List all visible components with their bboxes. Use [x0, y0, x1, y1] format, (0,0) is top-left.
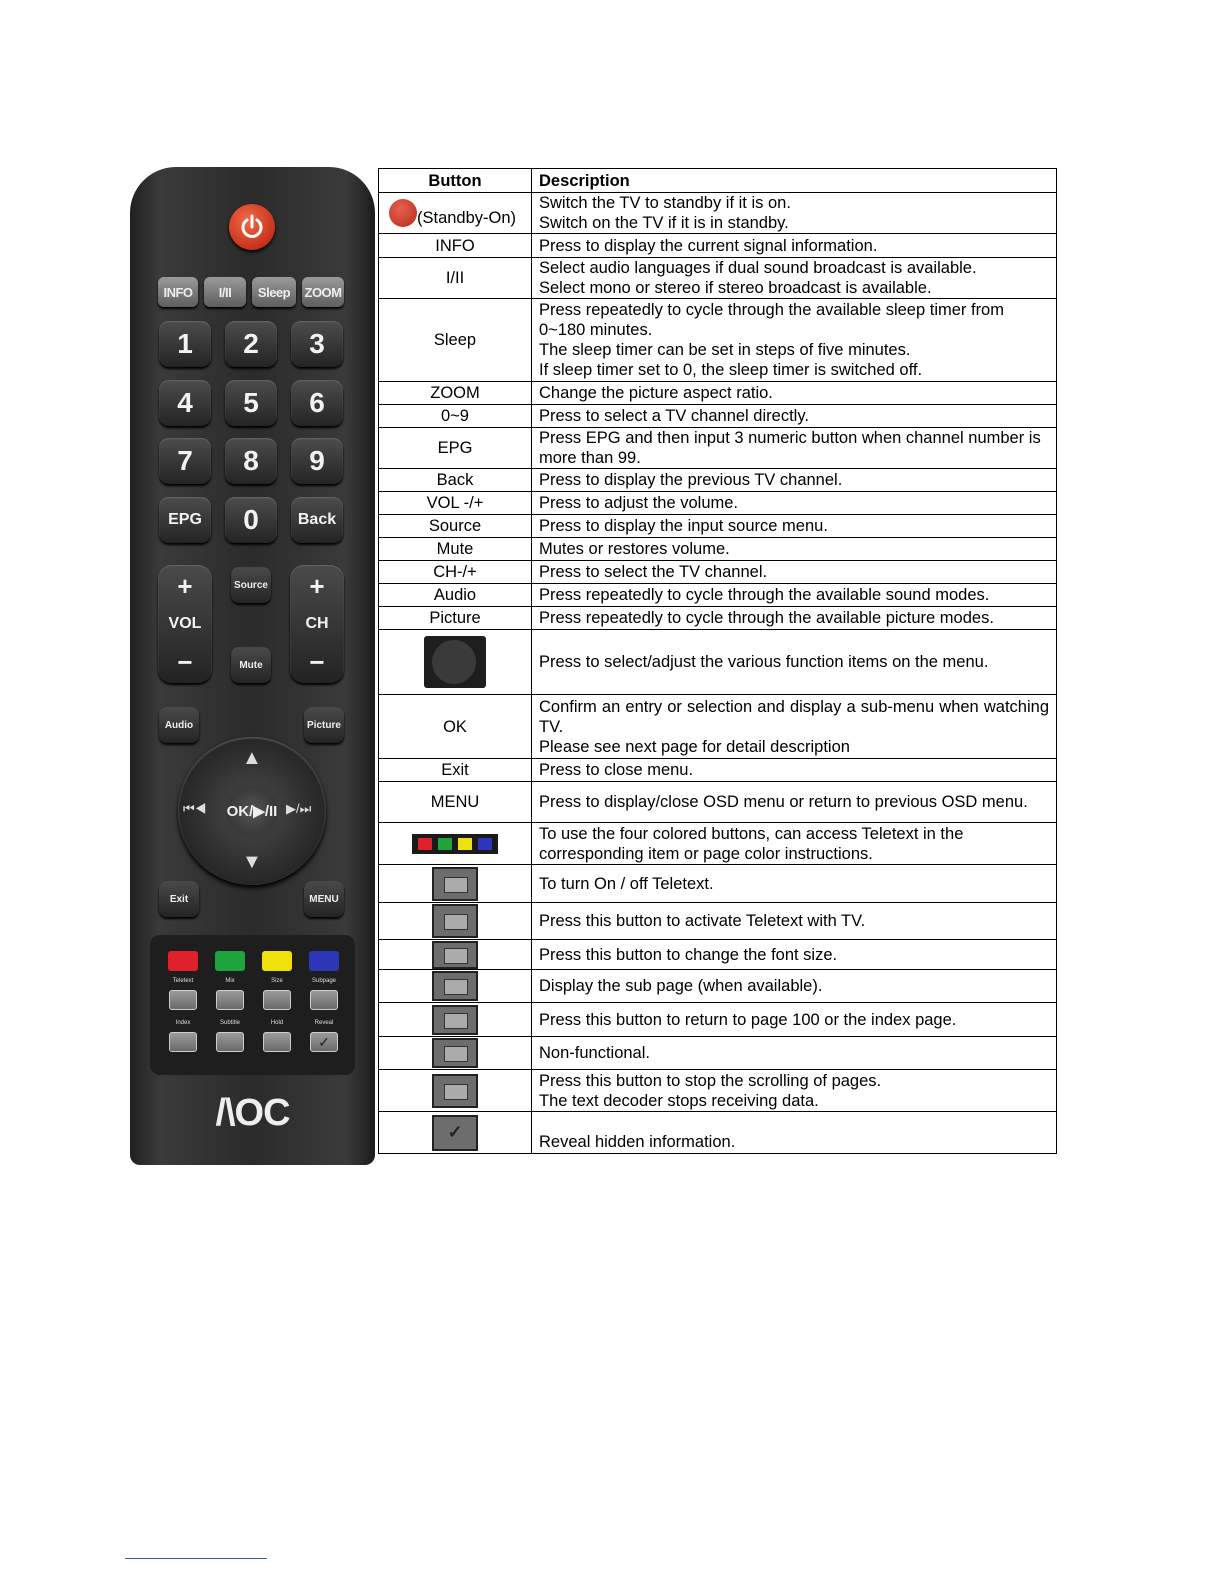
previous-icon: ⏮◀ [183, 801, 207, 816]
volume-label: VOL [168, 615, 202, 632]
table-row [379, 538, 1057, 561]
description-cell: Press to display the input source menu. [532, 515, 1057, 538]
info-key: INFO [158, 277, 198, 307]
hold-button [263, 1032, 291, 1052]
mute-key: Mute [231, 647, 271, 683]
description-cell: Press this button to change the font size. [532, 940, 1057, 970]
green-button [215, 951, 245, 971]
size-icon [432, 941, 478, 969]
table-row [379, 903, 1057, 940]
reveal-icon: ✓ [432, 1115, 478, 1151]
description-cell: Press to display the current signal information. [532, 234, 1057, 258]
table-row [379, 469, 1057, 492]
remote-control-image [130, 167, 375, 1165]
button-cell: INFO [379, 234, 532, 258]
blue-swatch [478, 838, 492, 850]
description-cell [532, 258, 1057, 299]
number-key-5: 5 [225, 380, 277, 426]
picture-key: Picture [304, 707, 344, 743]
button-cell [379, 630, 532, 695]
table-row [379, 1003, 1057, 1037]
button-cell: I/II [379, 258, 532, 299]
button-cell: 0~9 [379, 405, 532, 428]
table-row [379, 1037, 1057, 1070]
table-row [379, 607, 1057, 630]
table-row [379, 695, 1057, 759]
button-cell [379, 903, 532, 940]
yellow-swatch [458, 838, 472, 850]
button-name: (Standby-On) [417, 208, 517, 227]
mix-label: Mix [225, 978, 235, 984]
description-cell: Press to display/close OSD menu or return to previous OSD menu. [532, 782, 1057, 823]
teletext-panel [150, 935, 355, 1075]
description-cell: To turn On / off Teletext. [532, 865, 1057, 903]
table-row [379, 630, 1057, 695]
table-row [379, 759, 1057, 782]
table-row [379, 823, 1057, 865]
sleep-key: Sleep [252, 277, 296, 307]
description-cell [532, 1070, 1057, 1112]
subtitle-button [216, 1032, 244, 1052]
volume-up-label: + [177, 571, 193, 601]
description-cell [532, 193, 1057, 234]
standby-icon [389, 199, 417, 227]
table-row [379, 865, 1057, 903]
description-line: Confirm an entry or selection and display a sub-menu when watching TV. [539, 697, 1049, 736]
table-row [379, 561, 1057, 584]
description-cell: Reveal hidden information. [532, 1112, 1057, 1154]
blue-button [309, 951, 339, 971]
button-cell [379, 193, 532, 234]
channel-down-label: − [309, 647, 325, 677]
button-cell [379, 1112, 532, 1154]
channel-label: CH [305, 615, 329, 632]
power-icon [237, 212, 267, 242]
red-button [168, 951, 198, 971]
volume-down-label: − [177, 647, 193, 677]
green-swatch [438, 838, 452, 850]
mix-icon [432, 904, 478, 938]
button-cell [379, 970, 532, 1003]
hold-label: Hold [270, 1020, 284, 1026]
button-cell: CH-/+ [379, 561, 532, 584]
button-cell: Audio [379, 584, 532, 607]
description-line: Press repeatedly to cycle through the available sleep timer from 0~180 minutes. [539, 301, 1004, 339]
description-cell: Press to select/adjust the various function items on the menu. [532, 630, 1057, 695]
button-cell [379, 865, 532, 903]
number-key-8: 8 [225, 438, 277, 484]
size-label: Size [271, 978, 283, 984]
index-label: Index [175, 1020, 191, 1026]
hold-icon [432, 1074, 478, 1108]
exit-key: Exit [159, 881, 199, 917]
channel-rocker [290, 565, 344, 683]
button-cell: Mute [379, 538, 532, 561]
description-line: Switch the TV to standby if it is on. [539, 194, 791, 212]
description-cell: Press to adjust the volume. [532, 492, 1057, 515]
red-swatch [418, 838, 432, 850]
zoom-key: ZOOM [302, 277, 344, 307]
description-cell: Press to select the TV channel. [532, 561, 1057, 584]
button-cell: Exit [379, 759, 532, 782]
index-button [169, 1032, 197, 1052]
description-cell: Non-functional. [532, 1037, 1057, 1070]
table-row [379, 492, 1057, 515]
menu-key: MENU [304, 881, 344, 917]
epg-key: EPG [159, 497, 211, 543]
button-cell: EPG [379, 428, 532, 469]
channel-up-label: + [309, 571, 325, 601]
table-row [379, 428, 1057, 469]
table-row [379, 970, 1057, 1003]
button-cell [379, 1003, 532, 1037]
table-row [379, 584, 1057, 607]
table-row [379, 940, 1057, 970]
table-row [379, 1070, 1057, 1112]
description-line: The sleep timer can be set in steps of five minutes. [539, 341, 911, 359]
subtitle-label: Subtitle [219, 1020, 240, 1026]
number-key-4: 4 [159, 380, 211, 426]
table-header-row [379, 169, 1057, 193]
description-cell [532, 695, 1057, 759]
description-line: Please see next page for detail description [539, 737, 850, 756]
description-cell: Display the sub page (when available). [532, 970, 1057, 1003]
source-key: Source [231, 567, 271, 603]
reveal-label: Reveal [314, 1020, 334, 1026]
button-cell: VOL -/+ [379, 492, 532, 515]
subpage-label: Subpage [311, 978, 337, 984]
table-row [379, 405, 1057, 428]
reveal-button: ✓ [310, 1032, 338, 1052]
size-button [263, 990, 291, 1010]
table-row [379, 1112, 1057, 1154]
table-row [379, 382, 1057, 405]
table-row [379, 515, 1057, 538]
number-key-2: 2 [225, 321, 277, 367]
description-cell: Press repeatedly to cycle through the available picture modes. [532, 607, 1057, 630]
button-cell: ZOOM [379, 382, 532, 405]
subpage-button [310, 990, 338, 1010]
description-cell: Mutes or restores volume. [532, 538, 1057, 561]
table-row [379, 193, 1057, 234]
next-icon: ▶/⏭ [286, 801, 312, 816]
brand-logo: /\OC [215, 1092, 290, 1134]
description-line: The text decoder stops receiving data. [539, 1091, 819, 1110]
back-key: Back [291, 497, 343, 543]
description-cell: Press this button to activate Teletext with TV. [532, 903, 1057, 940]
subpage-icon [432, 971, 478, 1001]
description-cell: Press EPG and then input 3 numeric button when channel number is more than 99. [532, 428, 1057, 469]
description-cell [532, 299, 1057, 382]
subtitle-icon [432, 1038, 478, 1068]
footnote-separator [125, 1558, 267, 1559]
button-cell: OK [379, 695, 532, 759]
table-row [379, 258, 1057, 299]
number-key-1: 1 [159, 321, 211, 367]
teletext-label: Teletext [172, 978, 194, 984]
number-key-0: 0 [225, 497, 277, 543]
teletext-button [169, 990, 197, 1010]
arrow-down-icon: ▼ [242, 851, 262, 873]
description-cell: Press to display the previous TV channel. [532, 469, 1057, 492]
description-line: Press this button to stop the scrolling of pages. [539, 1071, 882, 1090]
description-cell: Press repeatedly to cycle through the available sound modes. [532, 584, 1057, 607]
color-buttons-icon [412, 834, 498, 854]
description-line: If sleep timer set to 0, the sleep timer is switched off. [539, 361, 923, 379]
index-icon [432, 1005, 478, 1035]
arrow-up-icon: ▲ [242, 747, 262, 769]
audio-key: Audio [159, 707, 199, 743]
number-key-6: 6 [291, 380, 343, 426]
description-line: Select audio languages if dual sound broadcast is available. [539, 259, 977, 277]
button-cell [379, 940, 532, 970]
description-cell: Change the picture aspect ratio. [532, 382, 1057, 405]
table-row [379, 782, 1057, 823]
button-cell: Picture [379, 607, 532, 630]
description-cell: Press to close menu. [532, 759, 1057, 782]
yellow-button [262, 951, 292, 971]
number-key-3: 3 [291, 321, 343, 367]
button-cell: Source [379, 515, 532, 538]
volume-rocker [158, 565, 212, 683]
button-cell: MENU [379, 782, 532, 823]
teletext-icon [432, 867, 478, 901]
button-cell: Back [379, 469, 532, 492]
button-cell [379, 1070, 532, 1112]
navigation-pad-icon [424, 636, 486, 688]
description-cell: To use the four colored buttons, can access Teletext in the corresponding item or page color instructions. [532, 823, 1057, 865]
description-line: Select mono or stereo if stereo broadcast is available. [539, 279, 932, 297]
mix-button [216, 990, 244, 1010]
power-button [229, 204, 275, 250]
button-description-table [378, 168, 1057, 1154]
description-cell: Press this button to return to page 100 or the index page. [532, 1003, 1057, 1037]
number-key-9: 9 [291, 438, 343, 484]
ok-play-pause-key: OK/▶/II [226, 787, 278, 835]
audio-lang-key: I/II [204, 277, 246, 307]
header-description: Description [532, 169, 1057, 193]
button-cell: Sleep [379, 299, 532, 382]
table-row [379, 299, 1057, 382]
header-button: Button [379, 169, 532, 193]
button-cell [379, 1037, 532, 1070]
button-cell [379, 823, 532, 865]
description-cell: Press to select a TV channel directly. [532, 405, 1057, 428]
number-key-7: 7 [159, 438, 211, 484]
table-row [379, 234, 1057, 258]
description-line: Switch on the TV if it is in standby. [539, 214, 789, 232]
